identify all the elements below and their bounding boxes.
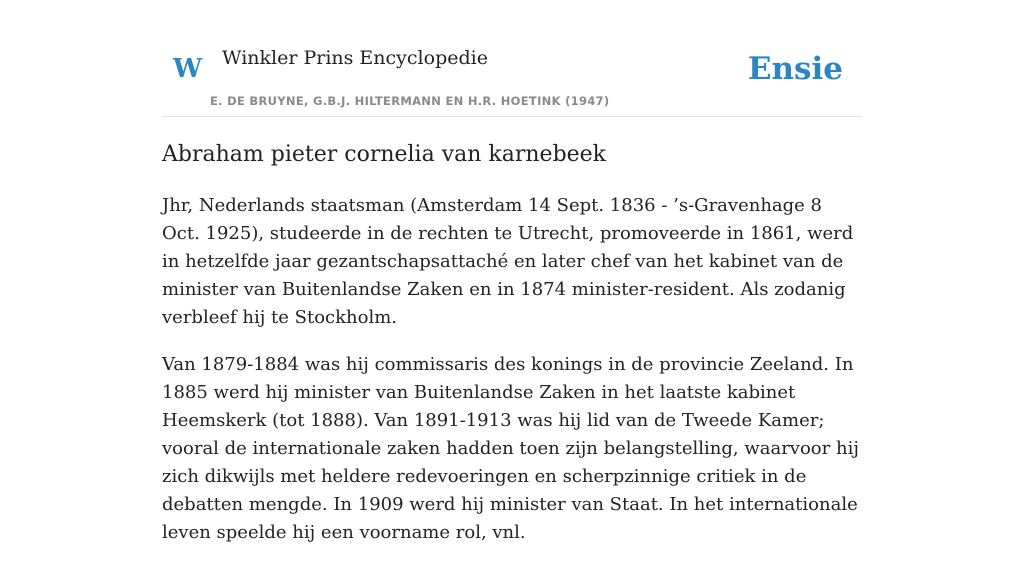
article-body [162, 192, 862, 566]
brand-logo[interactable]: Ensie [747, 51, 843, 87]
source-title[interactable]: Winkler Prins Encyclopedie [222, 47, 488, 69]
source-authors: E. DE BRUYNE, G.B.J. HILTERMANN EN H.R. HOETINK (1947) [210, 94, 610, 108]
article-paragraph: Van 1879-1884 was hij commissaris des konings in de provincie Zeeland. In 1885 werd hij minister van Buitenlandse Zaken in het laatste kabinet Heemskerk (tot 1888). Van 1891-1913 was hij lid van de Tweede Kamer; vooral de internationale zaken hadden toen zijn belangstelling, waarvoor hij zich dikwijls met heldere redevoeringen en scherpzinnige critiek in de debatten mengde. In 1909 werd hij minister van Staat. In het internationale leven speelde hij een voorname rol, vnl. [162, 354, 859, 543]
source-header [162, 0, 862, 117]
source-logo[interactable]: W [173, 54, 203, 84]
article-paragraph: Jhr, Nederlands staatsman (Amsterdam 14 Sept. 1836 - ’s-Gravenhage 8 Oct. 1925), studeerde in de rechten te Utrecht, promoveerde in 1861, werd in hetzelfde jaar gezantschapsattaché en later chef van het kabinet van de minister van Buitenlandse Zaken en in 1874 minister-resident. Als zodanig verbleef hij te Stockholm. [162, 195, 854, 328]
article-title: Abraham pieter cornelia van karnebeek [162, 142, 607, 167]
content-container [162, 0, 862, 543]
